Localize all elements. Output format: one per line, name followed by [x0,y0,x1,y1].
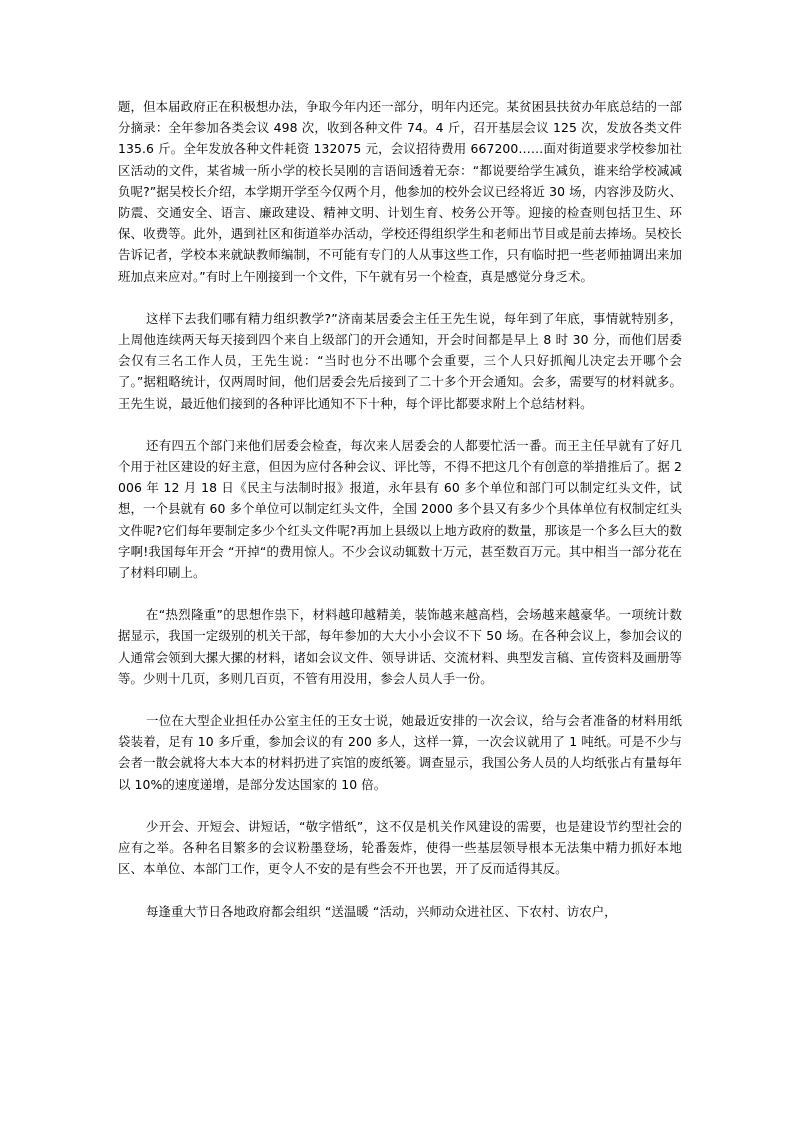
paragraph-4: 在“热烈隆重”的思想作祟下，材料越印越精美，装饰越来越高档，会场越来越豪华。一项统计数据显示，我国一定级别的机关干部，每年参加的大大小小会议不下 50 场。在各种会议上，参加会议的人通常会领到大摞大摞的材料，诸如会议文件、领导讲话、交流材料、典型发言稿、宣传资料及画册等等。少则十几页，多则几百页，不管有用没用，参会人员人手一份。 [118,607,682,686]
document-page [118,96,682,943]
paragraph-3: 还有四五个部门来他们居委会检查，每次来人居委会的人都要忙活一番。而王主任早就有了好几个用于社区建设的好主意，但因为应付各种会议、评比等，不得不把这几个有创意的举措推后了。据 2006 年 12 月 18 日《民主与法制时报》报道，永年县有 60 多个单位和部门可以制定红头文件，试想，一个县就有 60 多个单位可以制定红头文件，全国 2000 多个县又有多少个具体单位有权制定红头文件呢?它们每年要制定多少个红头文件呢?再加上县级以上地方政府的数量，那该是一个多么巨大的数字啊!我国每年开会 “开掉“的费用惊人。不少会议动辄数十万元，甚至数百万元。其中相当一部分花在了材料印刷上。 [118,437,682,581]
paragraph-2: 这样下去我们哪有精力组织教学?”济南某居委会主任王先生说，每年到了年底，事情就特别多，上周他连续两天每天接到四个来自上级部门的开会通知，开会时间都是早上 8 时 30 分，而他们居委会仅有三名工作人员，王先生说：“当时也分不出哪个会重要，三个人只好抓阄儿决定去开哪个会了。”据粗略统计，仅两周时间，他们居委会先后接到了二十多个开会通知。会多，需要写的材料就多。王先生说，最近他们接到的各种评比通知不下十种，每个评比都要求附上个总结材料。 [118,310,682,411]
paragraph-5: 一位在大型企业担任办公室主任的王女士说，她最近安排的一次会议，给与会者准备的材料用纸袋装着，足有 10 多斤重，参加会议的有 200 多人，这样一算，一次会议就用了 1 吨纸。可是不少与会者一散会就将大本大本的材料扔进了宾馆的废纸篓。调查显示，我国公务人员的人均纸张占有量每年以 10%的速度递增，是部分发达国家的 10 倍。 [118,713,682,792]
paragraph-7: 每逢重大节日各地政府都会组织 “送温暖 “活动，兴师动众进社区、下农村、访农户， [146,903,617,919]
paragraph-1: 题，但本届政府正在积极想办法，争取今年内还一部分，明年内还完。某贫困县扶贫办年底总结的一部分摘录：全年参加各类会议 498 次，收到各种文件 74。4 斤，召开基层会议 125 次，发放各类文件 135.6 斤。全年发放各种文件耗资 132075 元，会议招待费用 667200……面对街道要求学校参加社区活动的文件，某省城一所小学的校长吴刚的言语间透着无奈：“都说要给学生减负，谁来给学校减减负呢?”据吴校长介绍，本学期开学至今仅两个月，他参加的校外会议已经将近 30 场，内容涉及防火、防震、交通安全、语言、廉政建设、精神文明、计划生育、校务公开等。迎接的检查则包括卫生、环保、收费等。此外，遇到社区和街道举办活动，学校还得组织学生和老师出节目或是前去捧场。吴校长告诉记者，学校本来就缺教师编制，不可能有专门的人从事这些工作，只有临时把一些老师抽调出来加班加点来应对。”有时上午刚接到一个文件，下午就有另一个检查，真是感觉分身乏术。 [118,99,682,284]
paragraph-6: 少开会、开短会、讲短话，“敬字惜纸”，这不仅是机关作风建设的需要，也是建设节约型社会的应有之举。各种名目繁多的会议粉墨登场，轮番轰炸，使得一些基层领导根本无法集中精力抓好本地区、本单位、本部门工作，更令人不安的是有些会不开也罢，开了反而适得其反。 [118,818,682,877]
